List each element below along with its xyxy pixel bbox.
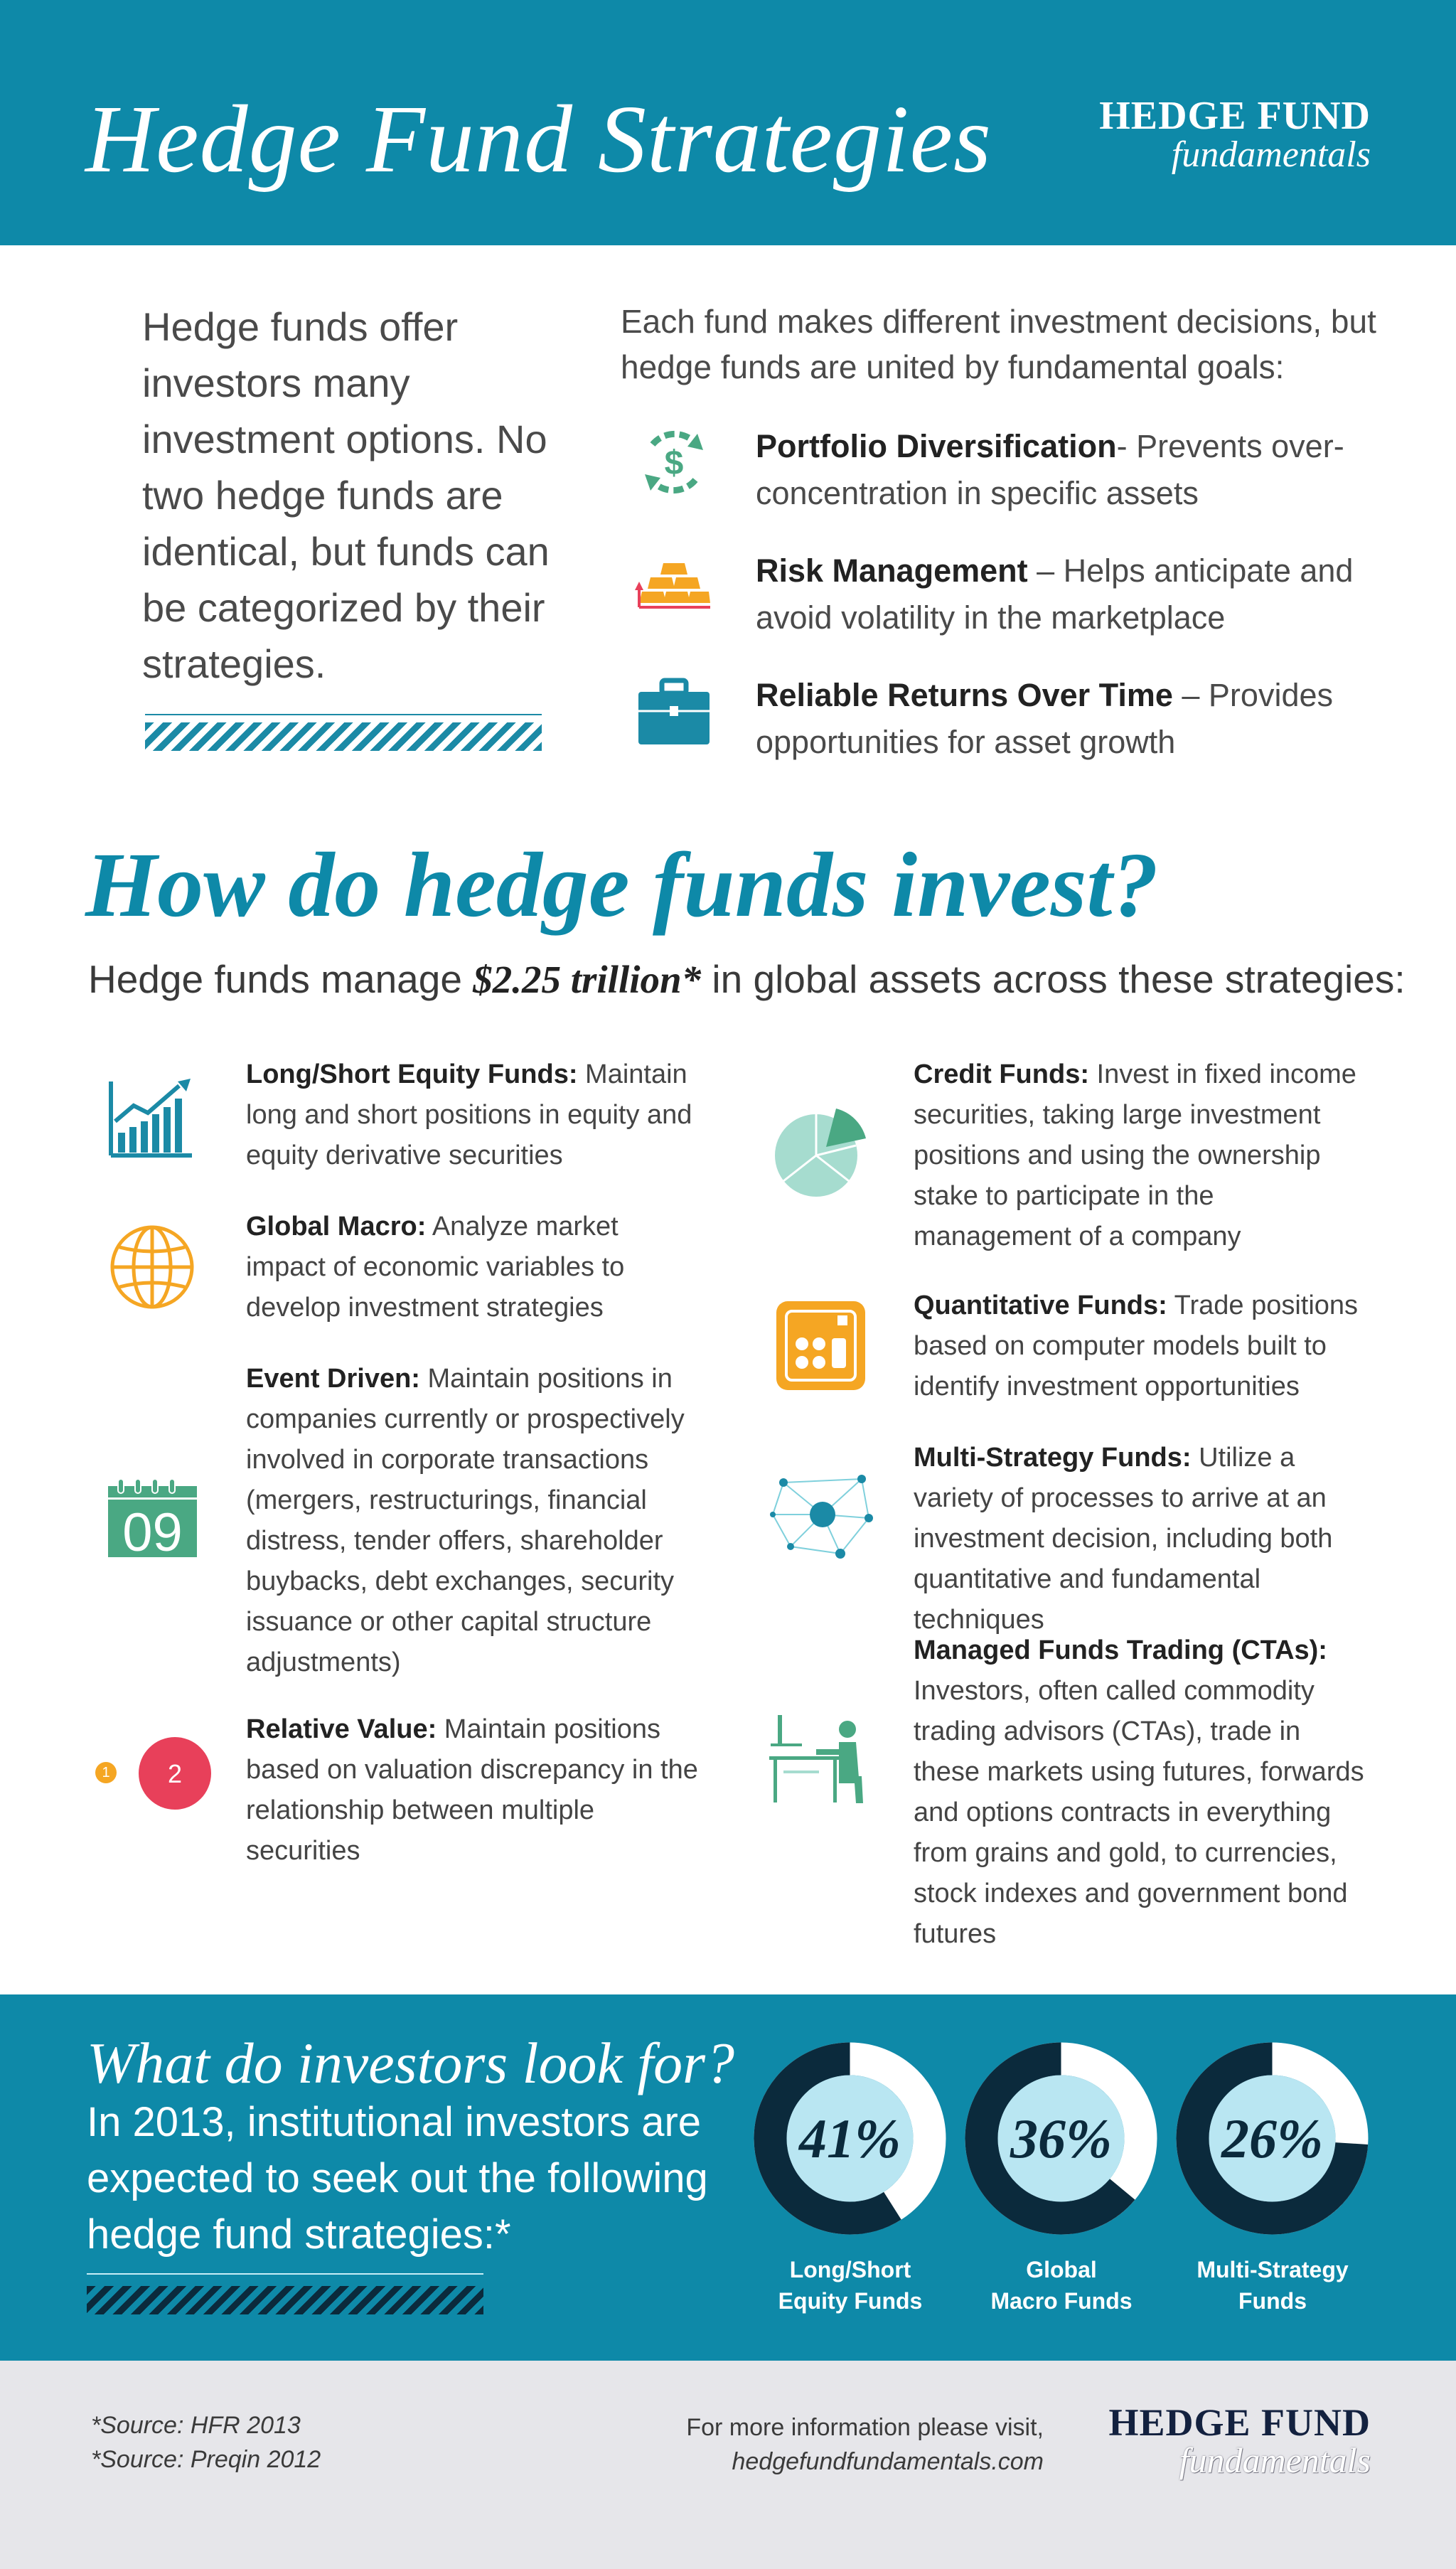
- logo-bottom-text: fundamentals: [1171, 134, 1371, 175]
- strategy-text: [246, 1359, 701, 1683]
- logo-top-text: HEDGE FUND: [1108, 2401, 1371, 2444]
- strategy-desc: Analyze market impact of economic variables to develop investment strategies: [246, 1212, 625, 1323]
- circles-icon: [92, 1734, 213, 1812]
- donut-value: 36%: [1010, 2108, 1112, 2169]
- donut-label-line: Global: [1026, 2257, 1097, 2282]
- network-icon: [769, 1468, 876, 1564]
- globe-icon: [108, 1223, 197, 1315]
- dollar-cycle-icon: [635, 423, 713, 501]
- calendar-icon: [108, 1479, 197, 1563]
- hatch-divider: [87, 2286, 483, 2314]
- goal-desc: - Prevents over-concentration in specific assets: [756, 428, 1344, 511]
- strategy-relative-value: [246, 1709, 701, 1871]
- donut-value: 26%: [1221, 2108, 1323, 2169]
- strategy-text: [914, 1438, 1369, 1640]
- strategy-text: [246, 1054, 701, 1176]
- sub-text: in global assets across these strategies:: [701, 957, 1406, 1001]
- pie-chart-icon: [775, 1106, 867, 1202]
- brand-logo[interactable]: [1099, 96, 1371, 175]
- donut-label: [744, 2254, 957, 2317]
- briefcase-icon: [635, 672, 713, 750]
- more-info-text: For more information please visit,: [686, 2414, 1044, 2441]
- strategy-credit: [914, 1054, 1369, 1257]
- strategy-multi-strategy: [914, 1438, 1369, 1640]
- calendar-day: 09: [122, 1502, 183, 1563]
- strategy-desc: Maintain positions based on valuation discrepancy in the relationship between multiple securities: [246, 1714, 698, 1866]
- goals-heading: Each fund makes different investment decisions, but hedge funds are united by fundamental goals:: [621, 303, 1376, 385]
- goal-title: Portfolio Diversification: [756, 428, 1117, 464]
- goal-text: [756, 548, 1396, 641]
- strategy-title: Global Macro:: [246, 1212, 427, 1241]
- goal-text: [756, 672, 1396, 766]
- goal-desc: – Provides opportunities for asset growth: [756, 677, 1334, 760]
- goal-desc: – Helps anticipate and avoid volatility in the marketplace: [756, 552, 1354, 636]
- strategy-desc: Invest in fixed income securities, taking large investment positions and using the ownership stake to participate in the management of a company: [914, 1059, 1356, 1251]
- intro-text: Hedge funds offer investors many investment options. No two hedge funds are identical, but funds can be categorized by their strategies.: [142, 304, 550, 686]
- strategy-title: Event Driven:: [246, 1364, 420, 1394]
- donut-label-line: Equity Funds: [778, 2288, 923, 2314]
- donut-label-line: Funds: [1238, 2288, 1307, 2314]
- how-heading: How do hedge funds invest?: [85, 834, 1159, 936]
- strategy-desc: Maintain long and short positions in equity and equity derivative securities: [246, 1059, 692, 1170]
- logo-top-text: HEDGE FUND: [1099, 94, 1371, 138]
- strategy-text: [246, 1709, 701, 1871]
- strategy-title: Quantitative Funds:: [914, 1291, 1167, 1320]
- strategy-long-short: [246, 1054, 701, 1176]
- how-subheading: [88, 956, 1406, 1002]
- goal-title: Risk Management: [756, 552, 1028, 589]
- strategy-title: Managed Funds Trading (CTAs):: [914, 1635, 1327, 1665]
- donut-label-line: Long/Short: [789, 2257, 911, 2282]
- hatch-divider: [145, 722, 542, 751]
- strategy-desc: Utilize a variety of processes to arrive at an investment decision, including both quantitative and fundamental techniques: [914, 1443, 1333, 1635]
- donut-label: [1166, 2254, 1379, 2317]
- strategy-desc: Trade positions based on computer models built to identify investment opportunities: [914, 1291, 1359, 1401]
- strategy-desc: Maintain positions in companies currently or prospectively involved in corporate transactions (mergers, restructurings, financial distress, tender offers, shareholder buybacks, debt exchanges, security issuance or other capital structure adjustments): [246, 1364, 685, 1677]
- donut-value: 41%: [799, 2108, 901, 2169]
- source-note: *Source: Preqin 2012: [91, 2446, 321, 2473]
- logo-bottom-text: fundamentals: [1179, 2440, 1371, 2480]
- small-circle-number: 1: [102, 1765, 110, 1780]
- bar-chart-icon: [108, 1077, 197, 1163]
- page-title: Hedge Fund Strategies: [85, 86, 992, 193]
- strategy-title: Credit Funds:: [914, 1059, 1089, 1089]
- donut-label-line: Multi-Strategy: [1197, 2257, 1349, 2282]
- more-info: [686, 2410, 1044, 2479]
- strategy-managed-funds: [914, 1630, 1369, 1955]
- investors-text: In 2013, institutional investors are expected to seek out the following hedge fund strategies:*: [87, 2099, 708, 2258]
- strategy-global-macro: [246, 1207, 701, 1328]
- calculator-icon: [776, 1301, 865, 1394]
- gold-bars-icon: [635, 548, 713, 626]
- strategy-desc: Investors, often called commodity trading advisors (CTAs), trade in these markets using futures, forwards and options contracts in everything from grains and gold, to currencies, stock indexes and government bond futures: [914, 1676, 1364, 1949]
- donut-label-line: Macro Funds: [990, 2288, 1133, 2314]
- strategy-title: Long/Short Equity Funds:: [246, 1059, 578, 1089]
- svg-text:$: $: [664, 444, 684, 482]
- footer-logo[interactable]: [1108, 2403, 1371, 2479]
- strategy-text: [246, 1207, 701, 1328]
- strategy-title: Relative Value:: [246, 1714, 437, 1744]
- goal-text: [756, 423, 1396, 517]
- divider-line: [87, 2273, 483, 2275]
- source-note: *Source: HFR 2013: [91, 2412, 301, 2439]
- strategy-quantitative: [914, 1286, 1369, 1407]
- big-circle-number: 2: [167, 1759, 183, 1788]
- trader-desk-icon: [769, 1714, 872, 1810]
- strategy-event-driven: [246, 1359, 701, 1683]
- goals-section: [621, 299, 1403, 760]
- divider-line: [145, 714, 542, 715]
- assets-amount: $2.25 trillion*: [473, 958, 702, 1001]
- strategy-text: [914, 1286, 1369, 1407]
- strategy-title: Multi-Strategy Funds:: [914, 1443, 1192, 1473]
- investors-heading: What do investors look for?: [87, 2031, 735, 2095]
- donut-label: [955, 2254, 1168, 2317]
- website-link[interactable]: hedgefundfundamentals.com: [732, 2448, 1044, 2475]
- goal-title: Reliable Returns Over Time: [756, 677, 1173, 713]
- strategy-text: [914, 1630, 1369, 1955]
- strategy-text: [914, 1054, 1369, 1257]
- sub-text: Hedge funds manage: [88, 957, 473, 1001]
